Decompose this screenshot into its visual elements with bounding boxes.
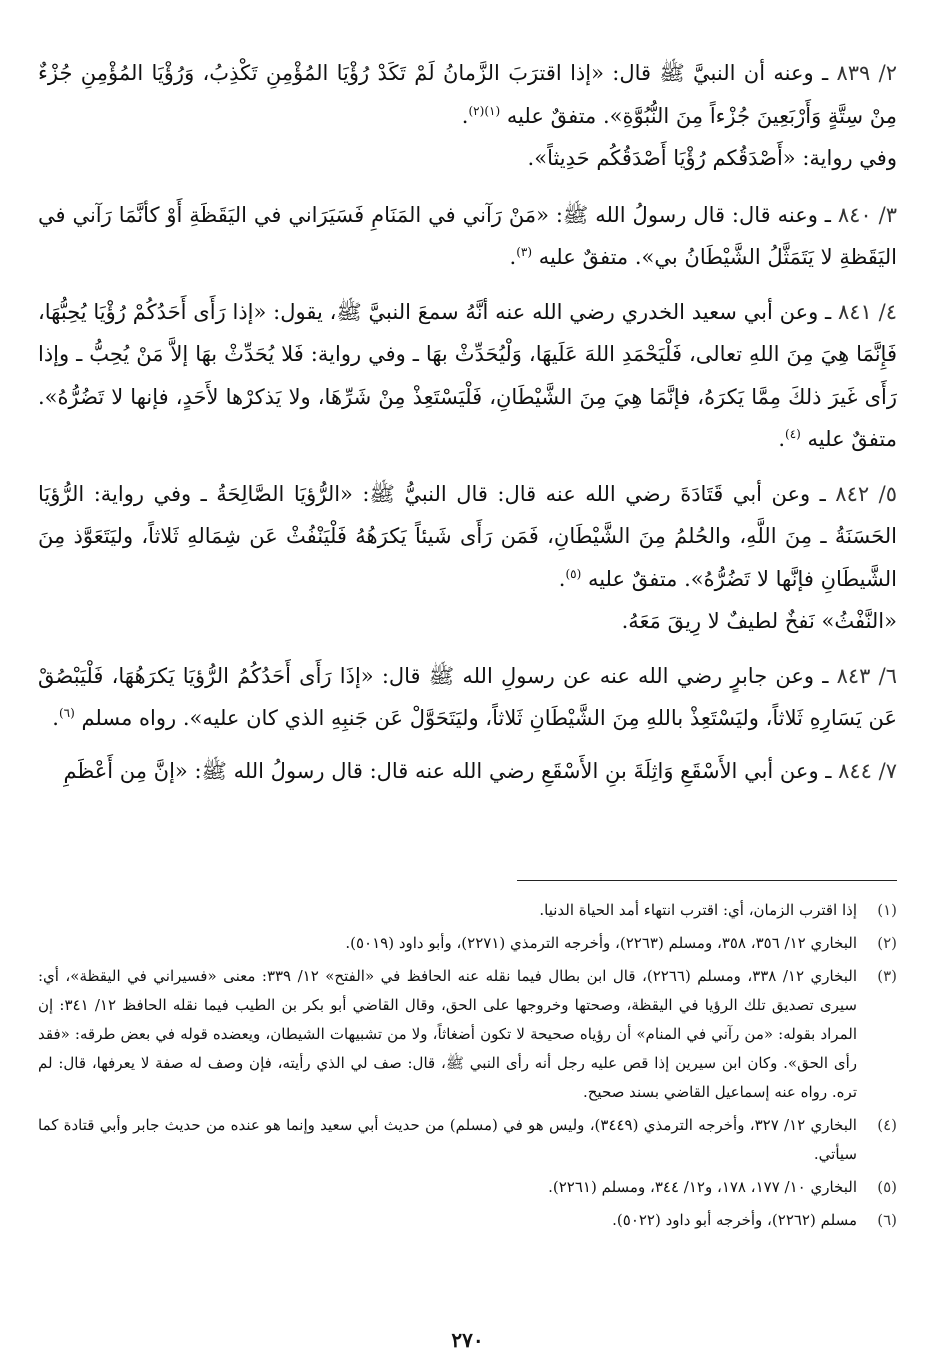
hadith-number: ٢/ ٨٣٩ — [836, 61, 897, 85]
footnotes — [38, 896, 897, 1239]
hadith-text: ـ وعنه قال: قال رسولُ الله ﷺ: «مَنْ رَآني في المَنَامِ فَسَيَرَاني في اليَقَظَةِ أَوْ كأنَّمَا رَآني في اليَقَظةِ لا يَتَمَثَّلُ الشَّيْطَانُ بي». متفقٌ عليه — [38, 202, 897, 269]
footnote-ref[interactable]: (٦) — [58, 706, 75, 720]
hadith-842 — [38, 473, 897, 643]
hadith-number: ٦/ ٨٤٣ — [836, 663, 897, 688]
hadith-paragraph: ٦/ ٨٤٣ ـ وعن جابرٍ رضي الله عنه عن رسولِ الله ﷺ قال: «إذَا رَأَى أَحَدُكُمُ الرُّؤيَا يَكرَهُهَا، فَلْيَبْصُقْ عَن يَسَارِهِ ثَلاثاً، وليَسْتَعِذْ باللهِ مِنَ الشَّيْطَانِ ثَلاثاً، وليَتَحَوَّلْ عَن جَنبِهِ الذي كان عليه». رواه مسلم $^{(٦)}$. — [38, 663, 897, 730]
footnote — [38, 1206, 897, 1235]
hadith-paragraph — [38, 750, 897, 793]
footnote-text: البخاري ١٢/ ٣٥٦، ٣٥٨، ومسلم (٢٢٦٣)، وأخرجه الترمذي (٢٢٧١)، وأبو داود (٥٠١٩). — [345, 934, 857, 952]
footnote — [38, 929, 897, 958]
hadith-839 — [38, 52, 897, 180]
hadith-text: ـ وعنه أن النبيَّ ﷺ قال: «إذا اقترَبَ الزَّمانُ لَمْ تَكَدْ رُؤْيَا المُؤْمِنِ تَكْذِبُ، وَرُؤْيَا المُؤْمِنِ جُزْءٌ مِنْ سِتَّةٍ وَأَرْبَعِينَ جُزْءاً مِنَ النُّبُوَّةِ». متفقٌ عليه — [38, 61, 897, 128]
hadith-paragraph: ٢/ ٨٣٩ ـ وعنه أن النبيَّ ﷺ قال: «إذا اقترَبَ الزَّمانُ لَمْ تَكَدْ رُؤْيَا المُؤْمِنِ تَكْذِبُ، وَرُؤْيَا المُؤْمِنِ جُزْءٌ مِنْ سِتَّةٍ وَأَرْبَعِينَ جُزْءاً مِنَ النُّبُوَّةِ». متفقٌ عليه $^{(١)(٢)}$. — [38, 61, 897, 128]
hadith-number: ٣/ ٨٤٠ — [837, 202, 897, 227]
footnote-mark: (٣) — [877, 967, 897, 985]
footnote-mark: (٦) — [877, 1211, 897, 1229]
footnote — [38, 896, 897, 925]
footnote-mark: (٢) — [877, 934, 897, 952]
footnote-ref[interactable]: (١) — [484, 103, 501, 118]
footnote-text: مسلم (٢٢٦٢)، وأخرجه أبو داود (٥٠٢٢). — [612, 1211, 857, 1229]
hadith-variant: وفي رواية: «أَصْدَقُكم رُؤْيَا أَصْدَقُكُم حَدِيثاً». — [527, 146, 897, 170]
footnote-text: البخاري ١٢/ ٣٢٧، وأخرجه الترمذي (٣٤٤٩)، وليس هو في (مسلم) من حديث أبي سعيد وإنما هو عنده من حديث جابر وأبي قتادة كما سيأتي. — [38, 1116, 857, 1163]
footnote-text: البخاري ١٢/ ٣٣٨، ومسلم (٢٢٦٦)، قال ابن بطال فيما نقله عنه الحافظ في «الفتح» ١٢/ ٣٣٩: معنى «فسيراني في اليقظة»، أي: سيرى تصديق تلك الرؤيا في اليقظة، وصحتها وخروجها على الحق، وقال القاضي أبو بكر بن الطيب فيما نقله الحافظ ١٢/ ٣٤١: إن المراد بقوله: «من رآني في المنام» أن رؤياه صحيحة لا تكون أضغاثاً، ولا من تشبيهات الشيطان، ويعضده قوله في بعض طرقه: «فقد رأى الحق». وكان ابن سيرين إذا قص عليه رجل أنه رأى النبي ﷺ، قال: صف لي الذي رأيته، فإن وصف له صفة لا يعرفها، قال: لم تره. رواه عنه إسماعيل القاضي بسند صحيح. — [38, 967, 857, 1101]
footnote — [38, 1173, 897, 1202]
hadith-text: ـ وعن أبي قَتَادَةَ رضي الله عنه قال: قال النبيُّ ﷺ: «الرُّؤيَا الصَّالِحَةُ ـ وفي رواية: الرُّؤيَا الحَسَنَةُ ـ مِنَ اللَّهِ، والحُلمُ مِنَ الشَّيْطَانِ، فَمَن رَأَى شَيئاً يَكرَهُهُ فَلْيَنْفُثْ عَن شِمَالهِ ثَلاثاً، وليَتَعَوَّذ مِنَ الشَّيطَانِ فإنَّها لا تَضُرُّهُ». متفقٌ عليه — [38, 481, 897, 591]
footnote-mark: (٥) — [877, 1178, 897, 1196]
footnote-divider — [517, 880, 897, 881]
hadith-paragraph: ٥/ ٨٤٢ ـ وعن أبي قَتَادَةَ رضي الله عنه قال: قال النبيُّ ﷺ: «الرُّؤيَا الصَّالِحَةُ ـ وفي رواية: الرُّؤيَا الحَسَنَةُ ـ مِنَ اللَّهِ، والحُلمُ مِنَ الشَّيْطَانِ، فَمَن رَأَى شَيئاً يَكرَهُهُ فَلْيَنْفُثْ عَن شِمَالهِ ثَلاثاً، وليَتَعَوَّذ مِنَ الشَّيطَانِ فإنَّها لا تَضُرُّهُ». متفقٌ عليه $^{(٥)}$. — [38, 481, 897, 591]
hadith-gloss: «النَّفْثُ» نَفخٌ لطيفٌ لا رِيقَ مَعَهُ. — [621, 609, 897, 633]
footnote-text: إذا اقترب الزمان، أي: اقترب انتهاء أمد الحياة الدنيا. — [539, 901, 857, 919]
hadith-number: ٧/ ٨٤٤ — [838, 758, 897, 783]
hadith-paragraph: ٤/ ٨٤١ ـ وعن أبي سعيد الخدري رضي الله عنه أنَّهُ سمعَ النبيَّ ﷺ، يقول: «إذا رَأَى أَحَدُكُمْ رُؤْيَا يُحِبُّهَا، فَإِنَّمَا هِيَ مِنَ اللهِ تعالى، فَلْيَحْمَدِ اللهَ عَلَيهَا، وَلْيُحَدِّثْ بهَا ـ وفي رواية: فَلا يُحَدِّثْ بهَا إلاَّ مَنْ يُحِبُّ ـ وإذا رَأَى غَيرَ ذلكَ مِمَّا يَكرَهُ، فإنَّمَا هِيَ مِنَ الشَّيْطَانِ، فَلْيَسْتَعِذْ مِنْ شَرِّهَا، ولا يَذكرْها لأَحَدٍ، فإنها لا تَضُرُّهُ». متفقٌ عليه $^{(٤)}$. — [38, 299, 897, 451]
footnote-mark: (٤) — [877, 1116, 897, 1134]
footnote — [38, 1111, 897, 1169]
hadith-number: ٤/ ٨٤١ — [838, 299, 897, 324]
hadith-text: ـ وعن أبي الأَسْقَعِ وَاثِلَةَ بنِ الأَسْقَعِ رضي الله عنه قال: قال رسولُ الله ﷺ: «إنَّ مِن أَعْظَمِ — [63, 758, 832, 783]
page-number: ٢٧٠ — [451, 1328, 484, 1352]
hadith-844 — [38, 750, 897, 793]
footnote-ref[interactable]: (٣) — [516, 245, 533, 259]
main-text — [38, 52, 897, 800]
hadith-paragraph: ٣/ ٨٤٠ ـ وعنه قال: قال رسولُ الله ﷺ: «مَنْ رَآني في المَنَامِ فَسَيَرَاني في اليَقَظَةِ أَوْ كأنَّمَا رَآني في اليَقَظةِ لا يَتَمَثَّلُ الشَّيْطَانُ بي». متفقٌ عليه $^{(٣)}$. — [38, 202, 897, 269]
hadith-text: ـ وعن جابرٍ رضي الله عنه عن رسولِ الله ﷺ قال: «إذَا رَأَى أَحَدُكُمُ الرُّؤيَا يَكرَهُهَا، فَلْيَبْصُقْ عَن يَسَارِهِ ثَلاثاً، وليَسْتَعِذْ باللهِ مِنَ الشَّيْطَانِ ثَلاثاً، وليَتَحَوَّلْ عَن جَنبِهِ الذي كان عليه». رواه مسلم — [38, 663, 897, 730]
footnote-text: البخاري ١٠/ ١٧٧، ١٧٨، و١٢/ ٣٤٤، ومسلم (٢٢٦١). — [548, 1178, 857, 1196]
footnote-mark: (١) — [877, 901, 897, 919]
footnote — [38, 962, 897, 1107]
hadith-number: ٥/ ٨٤٢ — [835, 481, 897, 506]
hadith-840 — [38, 194, 897, 279]
footnote-ref[interactable]: (٤) — [785, 427, 801, 441]
hadith-843 — [38, 655, 897, 740]
footnote-ref[interactable]: (٥) — [565, 566, 582, 581]
footnote-ref[interactable]: (٢) — [468, 103, 485, 118]
hadith-841 — [38, 291, 897, 461]
hadith-text: ـ وعن أبي سعيد الخدري رضي الله عنه أنَّهُ سمعَ النبيَّ ﷺ، يقول: «إذا رَأَى أَحَدُكُمْ رُؤْيَا يُحِبُّهَا، فَإِنَّمَا هِيَ مِنَ اللهِ تعالى، فَلْيَحْمَدِ اللهَ عَلَيهَا، وَلْيُحَدِّثْ بهَا ـ وفي رواية: فَلا يُحَدِّثْ بهَا إلاَّ مَنْ يُحِبُّ ـ وإذا رَأَى غَيرَ ذلكَ مِمَّا يَكرَهُ، فإنَّمَا هِيَ مِنَ الشَّيْطَانِ، فَلْيَسْتَعِذْ مِنْ شَرِّهَا، ولا يَذكرْها لأَحَدٍ، فإنها لا تَضُرُّهُ». متفقٌ عليه — [38, 299, 897, 451]
